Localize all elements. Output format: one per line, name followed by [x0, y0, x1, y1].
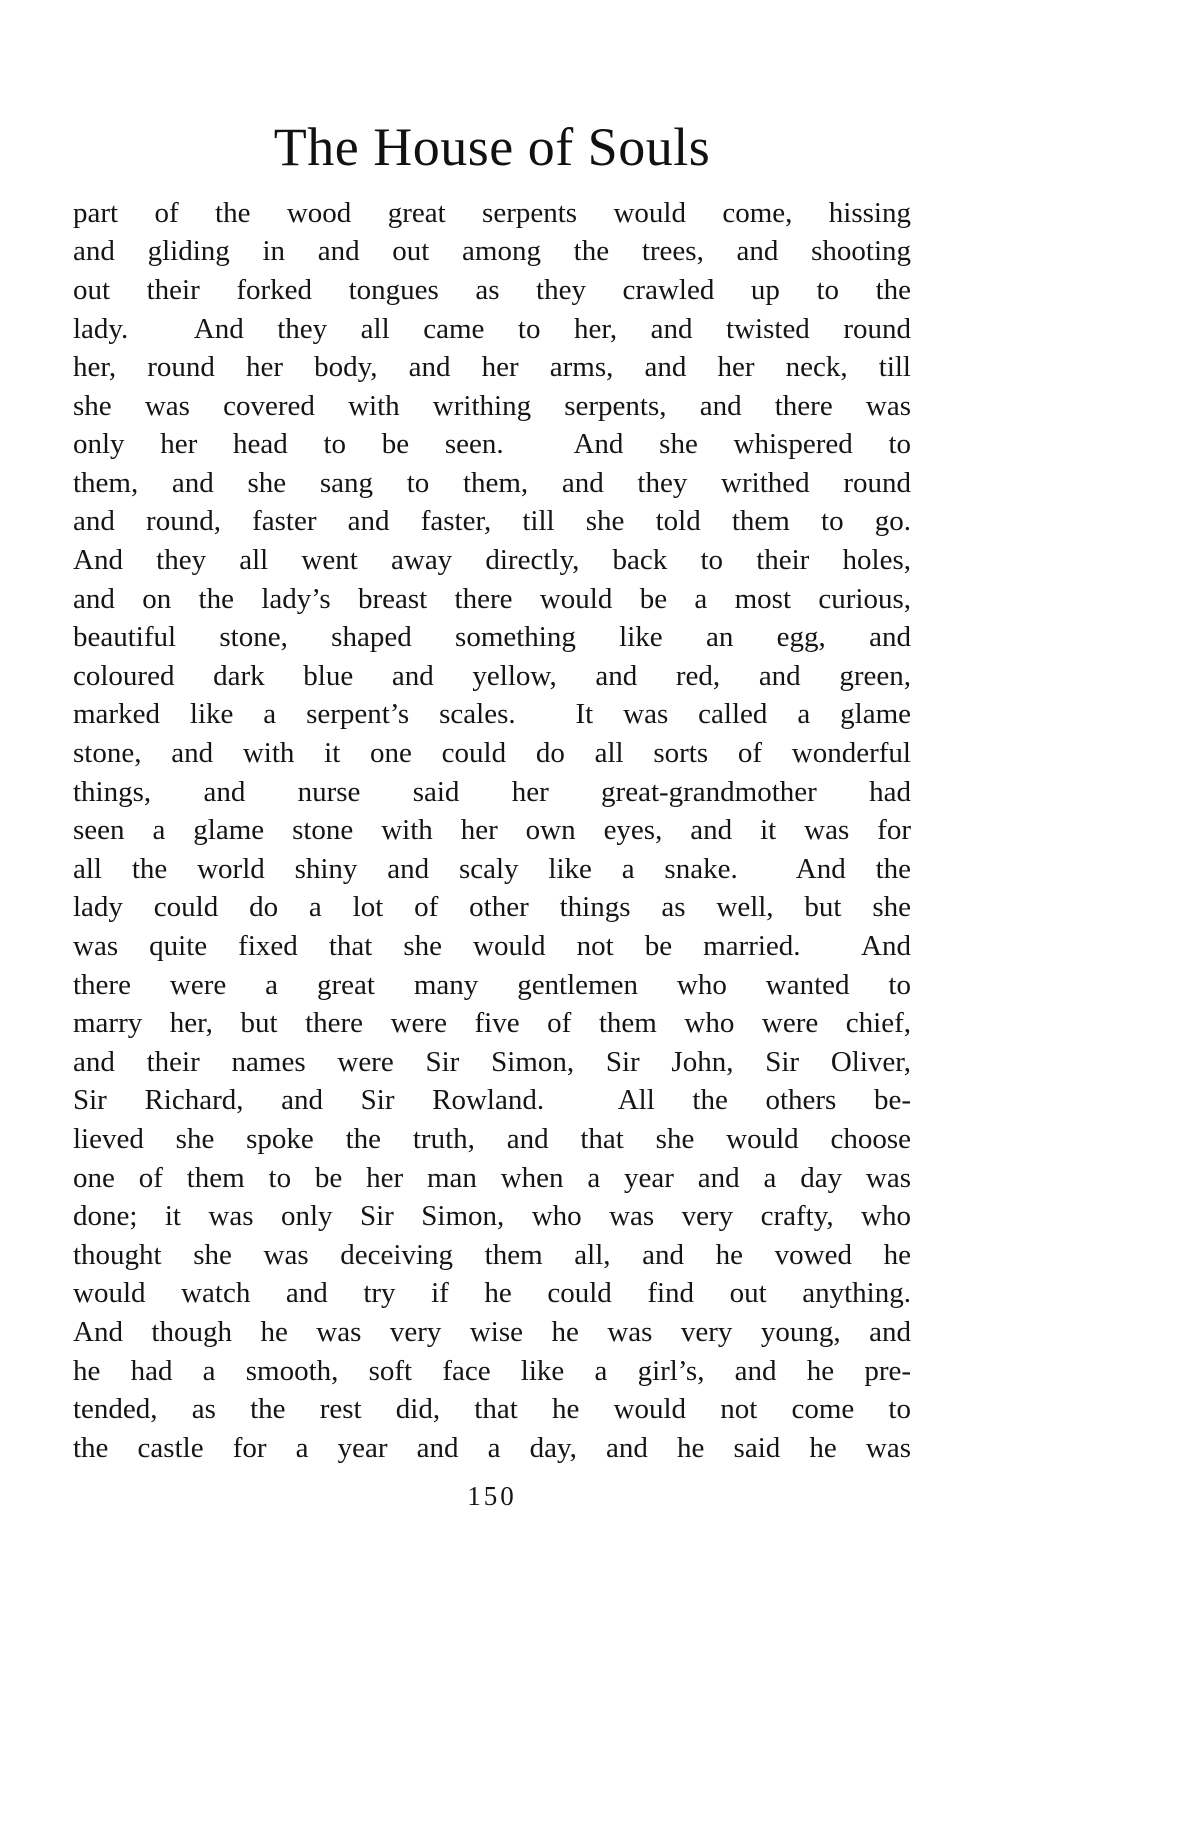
body-text-line: out their forked tongues as they crawled up to the [73, 273, 911, 306]
body-text-line: only her head to be seen. And she whispered to [73, 428, 911, 461]
body-text-line: tended, as the rest did, that he would not come to [73, 1393, 911, 1426]
body-text-line: all the world shiny and scaly like a snake. And the [73, 852, 911, 885]
body-text-line: marry her, but there were five of them who were chief, [73, 1007, 911, 1040]
body-text-line: would watch and try if he could find out anything. [73, 1277, 911, 1310]
body-text-line: she was covered with writhing serpents, and there was [73, 389, 911, 422]
body-text-line: stone, and with it one could do all sorts of wonderful [73, 737, 911, 770]
body-text-line: there were a great many gentlemen who wanted to [73, 968, 911, 1001]
body-text-line: lady could do a lot of other things as well, but she [73, 891, 911, 924]
body-text-line: and their names were Sir Simon, Sir John, Sir Oliver, [73, 1045, 911, 1078]
body-text-line: beautiful stone, shaped something like an egg, and [73, 621, 911, 654]
body-text [73, 194, 911, 1468]
body-text-line: he had a smooth, soft face like a girl’s, and he pre- [73, 1354, 911, 1387]
body-text-line: her, round her body, and her arms, and her neck, till [73, 351, 911, 384]
body-text-line: marked like a serpent’s scales. It was called a glame [73, 698, 911, 731]
body-text-line: and on the lady’s breast there would be a most curious, [73, 582, 911, 615]
body-text-line: Sir Richard, and Sir Rowland. All the others be- [73, 1084, 911, 1117]
body-text-line: seen a glame stone with her own eyes, and it was for [73, 814, 911, 847]
body-text-line: one of them to be her man when a year and a day was [73, 1161, 911, 1194]
page-content [73, 116, 911, 1512]
body-text-line: And they all went away directly, back to their holes, [73, 544, 911, 577]
body-text-line: thought she was deceiving them all, and he vowed he [73, 1238, 911, 1271]
body-text-line: and gliding in and out among the trees, and shooting [73, 235, 911, 268]
body-text-line: done; it was only Sir Simon, who was very crafty, who [73, 1200, 911, 1233]
body-text-line: and round, faster and faster, till she told them to go. [73, 505, 911, 538]
body-text-line: part of the wood great serpents would come, hissing [73, 196, 911, 229]
body-text-line: the castle for a year and a day, and he said he was [73, 1431, 911, 1464]
page-title: The House of Souls [273, 117, 711, 177]
body-text-line: lady. And they all came to her, and twisted round [73, 312, 911, 345]
body-text-line: was quite fixed that she would not be married. And [73, 930, 911, 962]
body-text-line: things, and nurse said her great-grandmother had [73, 775, 911, 808]
body-text-line: lieved she spoke the truth, and that she would choose [73, 1122, 911, 1155]
body-text-line: And though he was very wise he was very young, and [73, 1315, 911, 1348]
body-text-line: them, and she sang to them, and they writhed round [73, 466, 911, 499]
page-number: 150 [467, 1481, 517, 1512]
body-text-line: coloured dark blue and yellow, and red, and green, [73, 659, 911, 692]
